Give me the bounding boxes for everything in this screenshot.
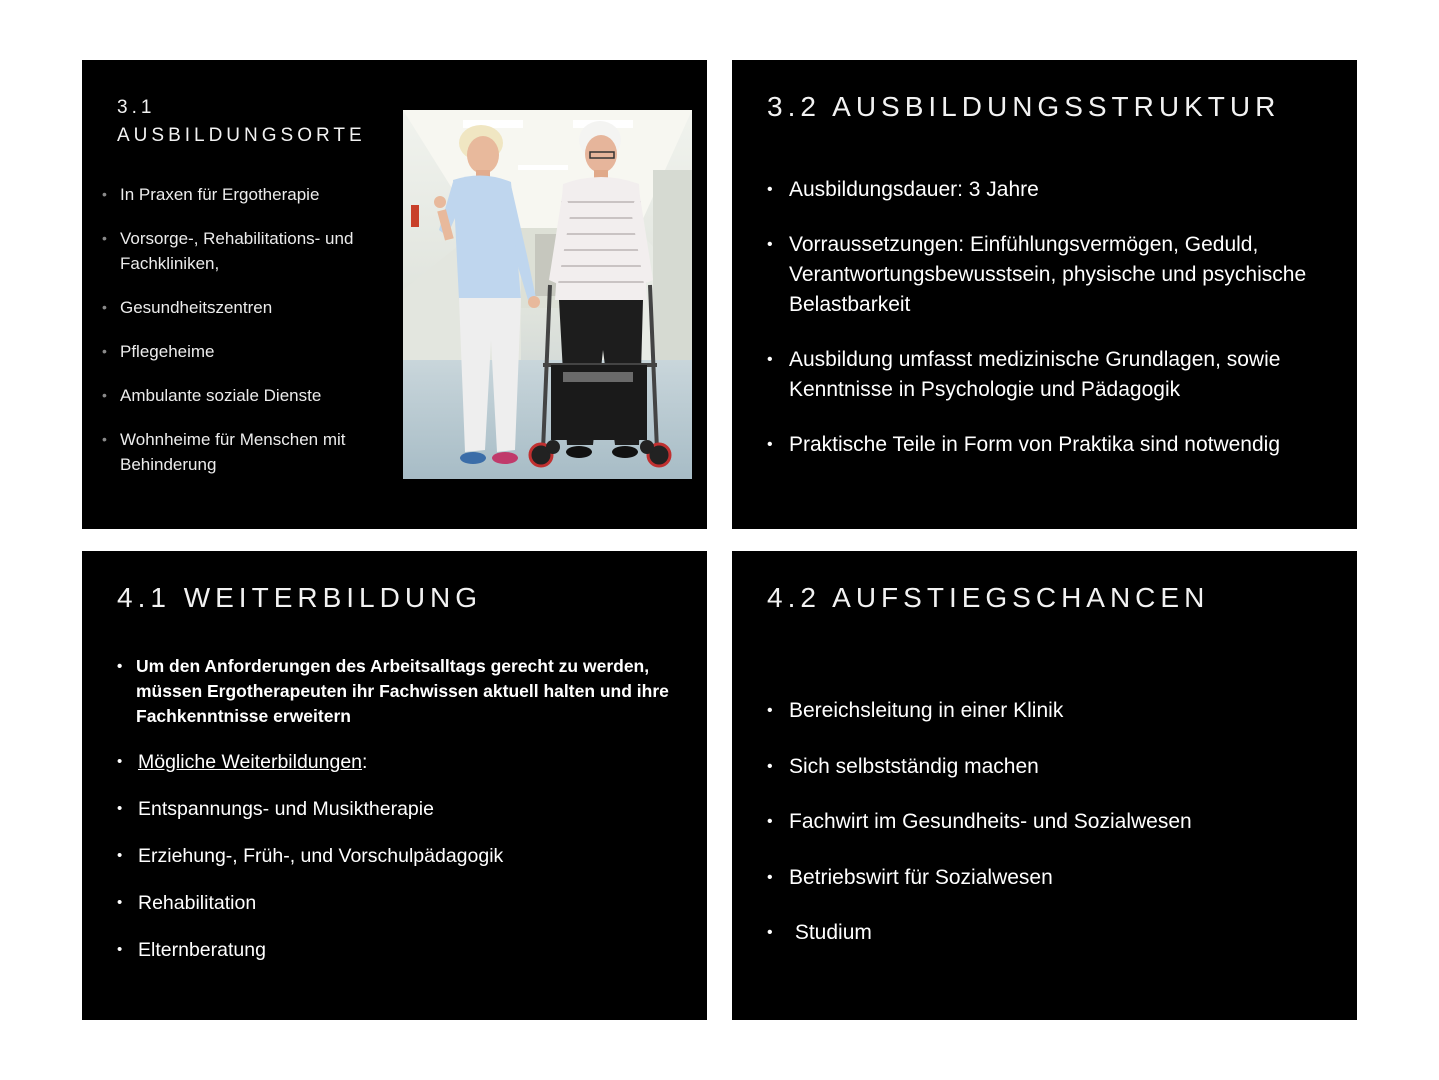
bullet-icon: • bbox=[117, 847, 123, 864]
bullet-icon: • bbox=[102, 230, 107, 246]
options-label: Mögliche Weiterbildungen bbox=[138, 751, 363, 773]
list-item-text: Praktische Teile in Form von Praktika sind notwendig bbox=[789, 433, 1281, 456]
slide-title: 4.2 AUFSTIEGSCHANCEN bbox=[767, 582, 1210, 613]
bullet-list bbox=[102, 182, 387, 496]
list-item bbox=[767, 863, 1327, 893]
slide-ausbildungsorte bbox=[82, 60, 707, 529]
list-item-text: Elternberatung bbox=[138, 939, 266, 961]
bullet-icon: • bbox=[117, 894, 123, 911]
list-item-options-heading bbox=[117, 749, 677, 775]
bullet-icon: • bbox=[117, 800, 123, 817]
list-item bbox=[102, 226, 387, 276]
list-item bbox=[117, 890, 677, 916]
list-item-text: Erziehung-, Früh-, und Vorschulpädagogik bbox=[138, 845, 504, 867]
bullet-icon: • bbox=[102, 431, 107, 447]
list-item-intro bbox=[117, 654, 677, 729]
slide-title: 3.2 AUSBILDUNGSSTRUKTUR bbox=[767, 91, 1281, 122]
bullet-icon: • bbox=[117, 941, 123, 958]
options-suffix: : bbox=[362, 751, 368, 773]
bullet-icon: • bbox=[767, 181, 773, 198]
list-item-text: Vorraussetzungen: Einfühlungsvermögen, Geduld, Verantwortungsbewusstsein, physische und psychische Belastbarkeit bbox=[789, 233, 1307, 316]
list-item-text: Sich selbstständig machen bbox=[789, 754, 1039, 778]
list-item-text: Um den Anforderungen des Arbeitsalltags gerecht zu werden, müssen Ergotherapeuten ihr Fachwissen aktuell halten und ihre Fachkenntnisse erweitern bbox=[136, 656, 669, 726]
bullet-icon: • bbox=[767, 868, 773, 886]
list-item bbox=[102, 339, 387, 364]
list-item bbox=[102, 383, 387, 408]
list-item bbox=[767, 807, 1327, 837]
list-item-text: Fachwirt im Gesundheits- und Sozialwesen bbox=[789, 810, 1192, 833]
bullet-icon: • bbox=[102, 387, 107, 403]
list-item-text: Ambulante soziale Dienste bbox=[120, 386, 322, 405]
list-item-text: Rehabilitation bbox=[138, 892, 257, 914]
bullet-list bbox=[767, 175, 1347, 485]
bullet-icon: • bbox=[102, 343, 107, 359]
slide-title: 4.1 WEITERBILDUNG bbox=[117, 582, 483, 613]
bullet-icon: • bbox=[767, 351, 773, 368]
title-text: AUSBILDUNGSORTE bbox=[117, 125, 366, 146]
list-item bbox=[102, 295, 387, 320]
list-item bbox=[102, 182, 387, 207]
list-item bbox=[767, 430, 1347, 460]
list-item bbox=[767, 230, 1347, 320]
list-item-text: Entspannungs- und Musiktherapie bbox=[138, 798, 434, 820]
list-item-text: Ausbildungsdauer: 3 Jahre bbox=[789, 178, 1039, 201]
slide-title bbox=[117, 94, 377, 150]
list-item bbox=[117, 843, 677, 869]
bullet-icon: • bbox=[102, 299, 107, 315]
list-item bbox=[767, 918, 1327, 948]
bullet-icon: • bbox=[767, 236, 773, 253]
slide-ausbildungsstruktur bbox=[732, 60, 1357, 529]
list-item-text: Vorsorge-, Rehabilitations- und Fachkliniken, bbox=[120, 229, 354, 273]
list-item bbox=[102, 427, 387, 477]
bullet-list bbox=[767, 696, 1327, 974]
bullet-icon: • bbox=[102, 186, 107, 202]
list-item-text: Gesundheitszentren bbox=[120, 298, 273, 317]
title-number: 3.1 bbox=[117, 97, 156, 118]
slide-aufstiegschancen bbox=[732, 551, 1357, 1020]
list-item-text: In Praxen für Ergotherapie bbox=[120, 185, 320, 204]
list-item bbox=[767, 345, 1347, 405]
list-item bbox=[767, 175, 1347, 205]
list-item-text: Studium bbox=[789, 921, 872, 944]
list-item-text: Wohnheime für Menschen mit Behinderung bbox=[120, 430, 346, 474]
list-item bbox=[117, 937, 677, 963]
list-item bbox=[117, 796, 677, 822]
bullet-icon: • bbox=[767, 757, 773, 775]
list-item-text: Betriebswirt für Sozialwesen bbox=[789, 865, 1053, 889]
list-item-text: Ausbildung umfasst medizinische Grundlagen, sowie Kenntnisse in Psychologie und Pädagogik bbox=[789, 348, 1281, 401]
bullet-icon: • bbox=[117, 658, 123, 675]
bullet-icon: • bbox=[767, 924, 773, 941]
slide-weiterbildung bbox=[82, 551, 707, 1020]
list-item bbox=[767, 752, 1327, 782]
bullet-icon: • bbox=[767, 702, 773, 719]
bullet-icon: • bbox=[767, 813, 773, 830]
bullet-icon: • bbox=[117, 753, 123, 770]
list-item bbox=[767, 696, 1327, 726]
photo-caregiver-with-senior-walker bbox=[403, 110, 692, 479]
list-item-text: Bereichsleitung in einer Klinik bbox=[789, 699, 1064, 722]
bullet-icon: • bbox=[767, 436, 773, 453]
list-item-text: Pflegeheime bbox=[120, 342, 215, 361]
bullet-list bbox=[117, 654, 677, 984]
